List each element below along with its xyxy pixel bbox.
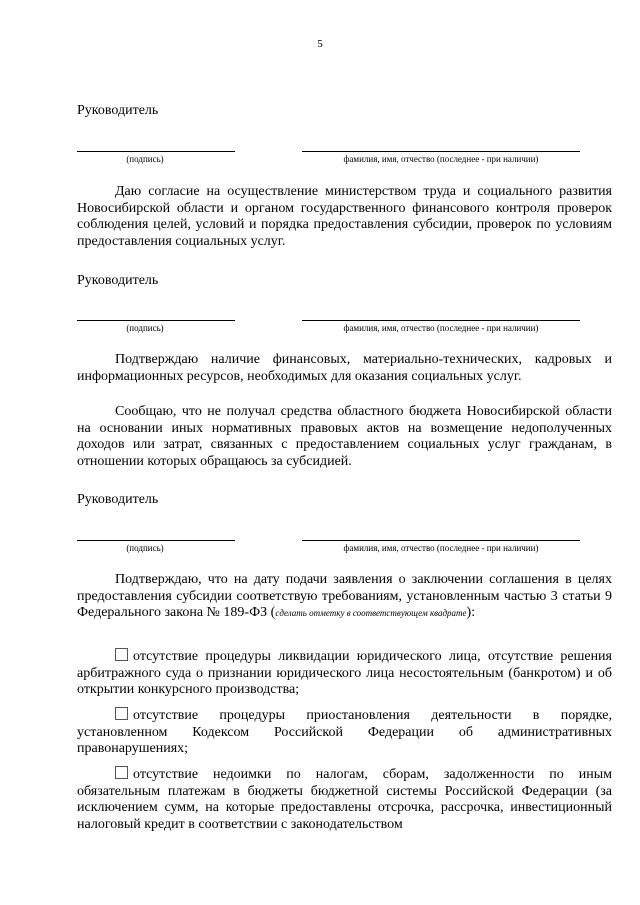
confirm-tail: ): [466,605,476,621]
name-line [302,320,580,321]
requirement-text: отсутствие недоимки по налогам, сборам, задолженности по иным обязательным платежам в бюджеты бюджетной системы Российской Федерации (за исключением сумм, на которые предоставлены отсрочка, рассрочка, инвестиционный налоговый кредит в соответствии с законодательством [77,767,612,832]
signatory-heading: Руководитель [77,273,159,288]
name-caption: фамилия, имя, отчество (последнее - при наличии) [343,323,539,333]
consent-paragraph: Даю согласие на осуществление министерством труда и социального развития Новосибирской области и органом государственного финансового контроля проверок соблюдения целей, условий и порядка предоставления субсидии, проверок по условиям предоставления социальных услуг. [77,184,612,249]
signature-block [77,540,612,562]
confirm-paragraph [77,572,612,622]
signature-caption: (подпись) [126,323,164,333]
requirement-text: отсутствие процедуры ликвидации юридического лица, отсутствие решения арбитражного суда о признании юридического лица несостоятельным (банкротом) и об открытии конкурсного производства; [77,649,612,698]
signatory-heading: Руководитель [77,103,159,118]
signatory-heading: Руководитель [77,492,159,507]
name-caption: фамилия, имя, отчество (последнее - при наличии) [343,154,539,164]
confirm-text: Подтверждаю, что на дату подачи заявления о заключении соглашения в целях предоставления субсидии соответствую требованиям, установленным частью 3 статьи 9 Федерального закона № 189-ФЗ ( [77,572,612,621]
signature-line [77,151,235,152]
no-funds-paragraph: Сообщаю, что не получал средства областного бюджета Новосибирской области на основании иных нормативных правовых актов на возмещение недополученных доходов или затрат, связанных с предоставлением социальных услуг гражданам, в отношении которых обращаюсь за субсидией. [77,404,612,469]
requirement-item [77,707,612,758]
name-caption: фамилия, имя, отчество (последнее - при наличии) [343,543,539,553]
checkbox[interactable] [115,766,128,779]
confirm-note: сделать отметку в соответствующем квадрате [275,608,467,619]
checkbox[interactable] [115,648,128,661]
signature-block [77,151,612,173]
resources-paragraph: Подтверждаю наличие финансовых, материально-технических, кадровых и информационных ресурсов, необходимых для оказания социальных услуг. [77,352,612,384]
signature-caption: (подпись) [126,154,164,164]
page-number: 5 [317,38,323,50]
name-line [302,151,580,152]
signature-line [77,320,235,321]
signature-line [77,540,235,541]
checkbox[interactable] [115,707,128,720]
signature-block [77,320,612,342]
requirement-text: отсутствие процедуры приостановления деятельности в порядке, установленном Кодексом Российской Федерации об административных правонарушениях; [77,708,612,757]
requirement-item [77,766,612,833]
signature-caption: (подпись) [126,543,164,553]
name-line [302,540,580,541]
requirement-item [77,648,612,699]
